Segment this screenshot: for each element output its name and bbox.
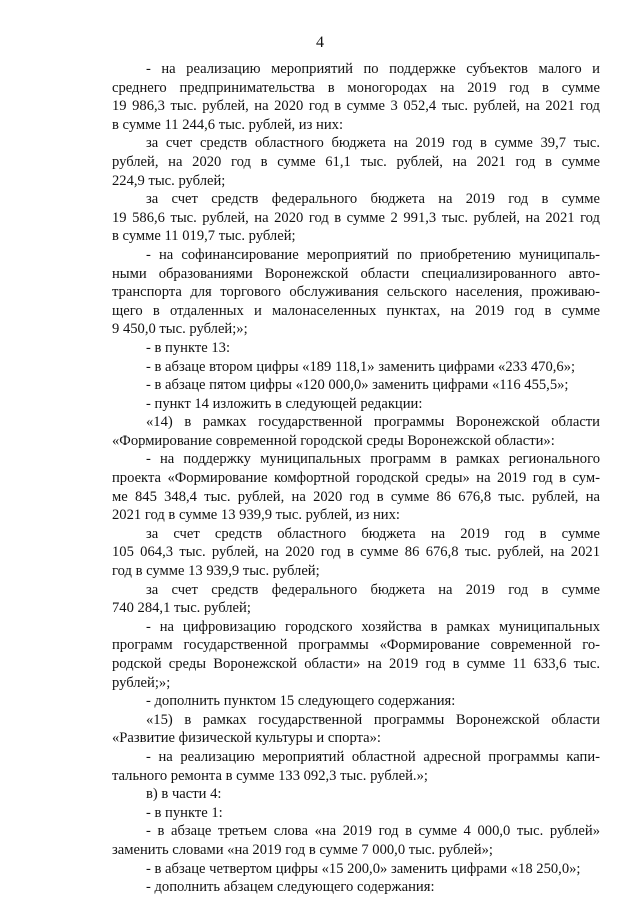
text-line: «Формирование современной городской среды Воронежской области»:: [112, 432, 555, 449]
text-line: - на софинансирование мероприятий по приобретению муниципаль-: [146, 246, 600, 263]
text-line: - в абзаце третьем слова «на 2019 год в сумме 4 000,0 тыс. рублей»: [146, 823, 600, 840]
text-line: за счет средств федерального бюджета на 2019 год в сумме: [146, 191, 600, 208]
text-line: программ государственной программы «Формирование современной го-: [112, 637, 600, 654]
text-line: «15) в рамках государственной программы Воронежской области: [146, 711, 600, 728]
text-line: родской среды Воронежской области» на 2019 год в сумме 11 633,6 тыс.: [112, 656, 600, 672]
text-line: 19 586,6 тыс. рублей, на 2020 год в сумме 2 991,3 тыс. рублей, на 2021 год: [112, 209, 600, 226]
text-line: за счет средств федерального бюджета на 2019 год в сумме: [146, 581, 600, 598]
text-line: рублей, на 2020 год в сумме 61,1 тыс. рублей, на 2021 год в сумме: [112, 153, 600, 170]
text-line: среднего предпринимательства в моногородах на 2019 год в сумме: [112, 79, 600, 96]
text-line: транспорта для торгового обслуживания сельского населения, проживаю-: [112, 284, 600, 301]
text-line: - в пункте 13:: [146, 339, 231, 356]
text-line: 19 986,3 тыс. рублей, на 2020 год в сумме 3 052,4 тыс. рублей, на 2021 год: [112, 98, 600, 115]
text-line: 740 284,1 тыс. рублей;: [112, 600, 251, 617]
text-line: за счет средств областного бюджета на 2019 год в сумме 39,7 тыс.: [146, 135, 600, 152]
text-line: в сумме 11 019,7 тыс. рублей;: [112, 228, 296, 245]
text-line: за счет средств областного бюджета на 2019 год в сумме: [146, 525, 600, 542]
text-line: 9 450,0 тыс. рублей;»;: [112, 321, 248, 338]
text-line: 105 064,3 тыс. рублей, на 2020 год в сумме 86 676,8 тыс. рублей, на 2021: [112, 544, 600, 561]
text-line: тального ремонта в сумме 133 092,3 тыс. рублей.»;: [112, 767, 428, 784]
text-line: год в сумме 13 939,9 тыс. рублей;: [112, 563, 320, 580]
text-line: 2021 год в сумме 13 939,9 тыс. рублей, из них:: [112, 507, 400, 524]
text-line: «14) в рамках государственной программы Воронежской области: [146, 414, 600, 431]
text-line: - на цифровизацию городского хозяйства в рамках муниципальных: [146, 618, 600, 635]
text-line: заменить словами «на 2019 год в сумме 7 000,0 тыс. рублей»;: [112, 841, 493, 858]
text-line: - в абзаце четвертом цифры «15 200,0» заменить цифрами «18 250,0»;: [146, 860, 581, 877]
text-line: - дополнить пунктом 15 следующего содержания:: [146, 693, 456, 710]
text-line: ме 845 348,4 тыс. рублей, на 2020 год в сумме 86 676,8 тыс. рублей, на: [112, 488, 600, 505]
text-line: рублей;»;: [112, 674, 171, 691]
text-line: - пункт 14 изложить в следующей редакции:: [146, 395, 423, 412]
text-line: - в абзаце пятом цифры «120 000,0» заменить цифрами «116 455,5»;: [146, 377, 569, 394]
text-line: ными образованиями Воронежской области специализированного авто-: [112, 265, 600, 282]
text-line: проекта «Формирование комфортной городской среды» на 2019 год в сум-: [112, 470, 600, 487]
page-number: 4: [316, 34, 324, 51]
text-line: - на реализацию мероприятий областной адресной программы капи-: [146, 748, 600, 765]
text-line: - на реализацию мероприятий по поддержке субъектов малого и: [146, 61, 600, 77]
text-line: 224,9 тыс. рублей;: [112, 172, 226, 189]
text-line: «Развитие физической культуры и спорта»:: [112, 730, 381, 747]
text-line: - в абзаце втором цифры «189 118,1» заменить цифрами «233 470,6»;: [146, 358, 576, 375]
text-line: щего в отдаленных и малонаселенных пунктах, на 2019 год в сумме: [112, 302, 600, 319]
body-text: [112, 60, 600, 897]
text-line: - на поддержку муниципальных программ в рамках регионального: [146, 451, 600, 468]
text-line: в сумме 11 244,6 тыс. рублей, из них:: [112, 116, 343, 133]
text-line: - в пункте 1:: [146, 804, 223, 821]
text-line: - дополнить абзацем следующего содержания:: [146, 879, 435, 896]
text-line: в) в части 4:: [146, 786, 222, 803]
